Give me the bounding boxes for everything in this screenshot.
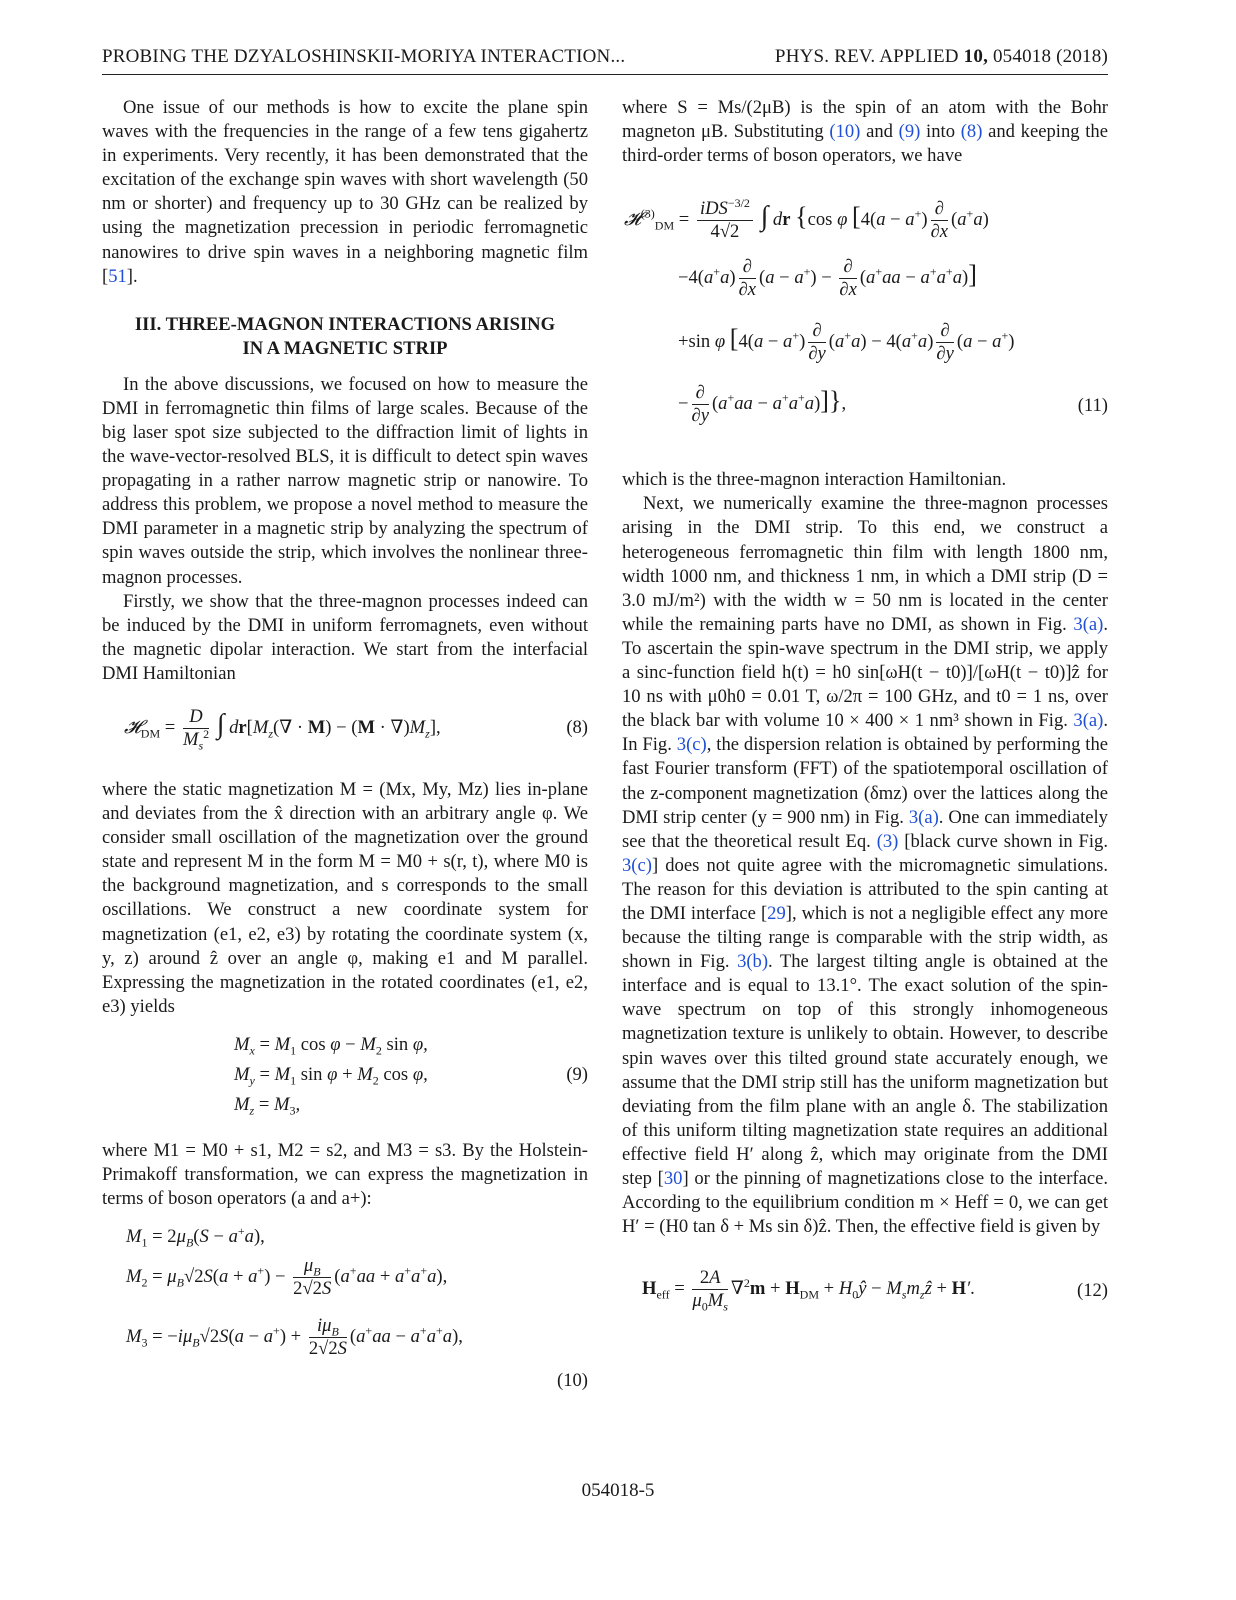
figure-link[interactable]: 3(c) (676, 734, 707, 756)
right-column (622, 96, 1108, 1325)
equation-10: $M_1 = 2\mu_B(S - a^+a)$, $M_2 = \mu_B√2S(a + a^+)$ − $\frac{\mu_B}{2√2S}$ (a+aa + a+a+a), $M_3 = -i\mu_B√2S(a - a^+)$ + $\frac{i\mu_B}{2√2S}$ (a+aa − a+a+a), (10) (126, 1224, 588, 1392)
equation-link[interactable]: (10) (829, 121, 861, 143)
equation-link[interactable]: (8) (960, 121, 983, 143)
figure-link[interactable]: 3(a) (1073, 710, 1104, 732)
paragraph: where S = Ms/(2μB) is the spin of an atom with the Bohr magneton μB. Substituting (10) and (9) into (8) and keeping the third-order terms of boson operators, we have (622, 97, 1108, 167)
paragraph: which is the three-magnon interaction Hamiltonian. (622, 469, 1007, 491)
citation-link[interactable]: 30 (663, 1168, 683, 1189)
paragraph: In the above discussions, we focused on how to measure the DMI in ferromagnetic thin films of large scales. Because of the big laser spot size subjected to the diffraction limit of lights in the wave-vector-resolved BLS, it is difficult to detect spin waves propagating in a rather narrow magnetic strip or nanowire. To address this problem, we propose a novel method to measure the DMI parameter in a magnetic strip by analyzing the spectrum of spin waves outside the strip, which involves the nonlinear three-magnon processes. (102, 373, 588, 588)
paragraph: One issue of our methods is how to excite the plane spin waves with the frequencies in the range of a few tens gigahertz in experiments. Very recently, it has been demonstrated that the excitation of the exchange spin waves with short wavelength (50 nm or shorter) and frequency up to 30 GHz can be realized by using the magnetization precession in periodic ferromagnetic nanowires to drive spin waves in a neighboring magnetic film [51]. (102, 97, 588, 287)
figure-link[interactable]: 3(c) (622, 854, 652, 876)
left-column (102, 96, 588, 1395)
paragraph: Firstly, we show that the three-magnon processes indeed can be induced by the DMI in uniform ferromagnets, even without the magnetic dipolar interaction. We start from the interfacial DMI Hamiltonian (102, 590, 588, 684)
citation-link[interactable]: 51 (108, 265, 127, 287)
citation-link[interactable]: 29 (767, 902, 786, 924)
equation-link[interactable]: (9) (898, 121, 921, 143)
figure-link[interactable]: 3(a) (908, 806, 939, 828)
equation-link[interactable]: (3) (876, 830, 899, 852)
figure-link[interactable]: 3(a) (1073, 613, 1104, 635)
paragraph: Next, we numerically examine the three-magnon processes arising in the DMI strip. To this end, we construct a heterogeneous ferromagnetic thin film with length 1800 nm, width 1000 nm, and thickness 1 nm, in which a DMI strip (D = 3.0 mJ/m²) with the width w = 50 nm is located in the center while the remaining parts have no DMI, as shown in Fig. 3(a). To ascertain the spin-wave spectrum in the DMI strip, we apply a sinc-function field h(t) = h0 sin[ωH(t − t0)]/[ωH(t − t0)]ẑ for 10 ns with μ0h0 = 0.01 T, ω/2π = 100 GHz, and t0 = 1 ns, over the black bar with volume 10 × 400 × 1 nm³ shown in Fig. 3(a). In Fig. 3(c), the dispersion relation is obtained by performing the fast Fourier transform (FFT) of the spatiotemporal oscillation of the z-component magnetization (δmz) over the lattices along the DMI strip center (y = 900 nm) in Fig. 3(a). One can immediately see that the theoretical result Eq. (3) [black curve shown in Fig. 3(c)] does not quite agree with the micromagnetic simulations. The reason for this deviation is attributed to the spin canting at the DMI interface [29], which is not a negligible effect any more because the tilting range is comparable with the strip width, as shown in Fig. 3(b). The largest tilting angle is obtained at the interface and is equal to 13.1°. The exact solution of the spin-wave spectrum on top of this strongly inhomogeneous magnetization texture is unlikely to obtain. However, to describe spin waves over this tilted ground state accurately enough, we assume that the DMI strip still has the uniform magnetization but deviating from the film plane with an angle δ. The stabilization of this uniform tilting magnetization state requires an additional effective field H′ along ẑ, which may originate from the DMI step [30] or the pinning of magnetizations close to the interface. According to the equilibrium condition m × Heff = 0, we can get H′ = (H0 tan δ + Ms sin δ)ẑ. Then, the effective field is given by (622, 493, 1109, 1238)
figure-link[interactable]: 3(b) (737, 951, 769, 973)
equation-9: $M_x = M_1$ $\cos \varphi - M_2$ sin φ, $M_y = M_1$ $\sin \varphi + M_2$ cos φ, $M_z = M_3$, (9) (234, 1033, 588, 1118)
paragraph: where M1 = M0 + s1, M2 = s2, and M3 = s3. By the Holstein-Primakoff transformation, we can express the magnetization in terms of boson operators (a and a+): (102, 1139, 588, 1210)
journal-citation: PHYS. REV. APPLIED 10, 054018 (2018) (774, 46, 1108, 67)
equation-11: 𝓗$^{(3)}_{DM}$ = $\frac{iDS^{-3/2}}{4√2}$ ∫ dr {cos φ [4(a − a+) $\frac{\partial}{\partial x}$ (a+a) −4(a+a) $\frac{\partial}{\partial x}$ (a − a+) − $\frac{\partial}{\partial x}$ (a+aa − a+a+a)] +sin φ [4(a − a+) $\frac{\partial}{\partial y}$ (a+a) − 4(a+a) $\frac{\partial}{\partial y}$ (a − a+) − $\frac{\partial}{\partial y}$ (a+aa − a+a+a)]}, (11) (624, 196, 1108, 427)
equation-8: 𝓗$_{DM}$ = $\frac{D}{M_s^2}$ ∫ $dr[M_z(\nabla \cdot M) - (M \cdot \nabla)M_z]$, (8) (124, 705, 588, 753)
paragraph: where the static magnetization M = (Mx, My, Mz) lies in-plane and deviates from the x̂ direction with an arbitrary angle φ. We consider small oscillation of the magnetization over the ground state and represent M in the form M = M0 + s(r, t), where M0 is the background magnetization, and s corresponds to the small oscillations. We construct a new coordinate system for magnetization (e1, e2, e3) by rotating the coordinate system (x, y, z) around ẑ over an angle φ, making e1 and M parallel. Expressing the magnetization in the rotated coordinates (e1, e2, e3) yields (102, 778, 588, 1017)
running-header (102, 44, 1108, 75)
equation-12: $H_{eff}$ = $\frac{2A}{\mu_0M_s}$ $\nabla^2m + H_{DM}$ + $H_0ŷ$ − $M_sm_zẑ + H'$. (12) (642, 1267, 1108, 1314)
section-heading: III. THREE-MAGNON INTERACTIONS ARISING IN A MAGNETIC STRIP (134, 313, 556, 359)
page-number: 054018-5 (581, 1480, 655, 1501)
running-title: PROBING THE DZYALOSHINSKII-MORIYA INTERACTION... (102, 46, 626, 67)
